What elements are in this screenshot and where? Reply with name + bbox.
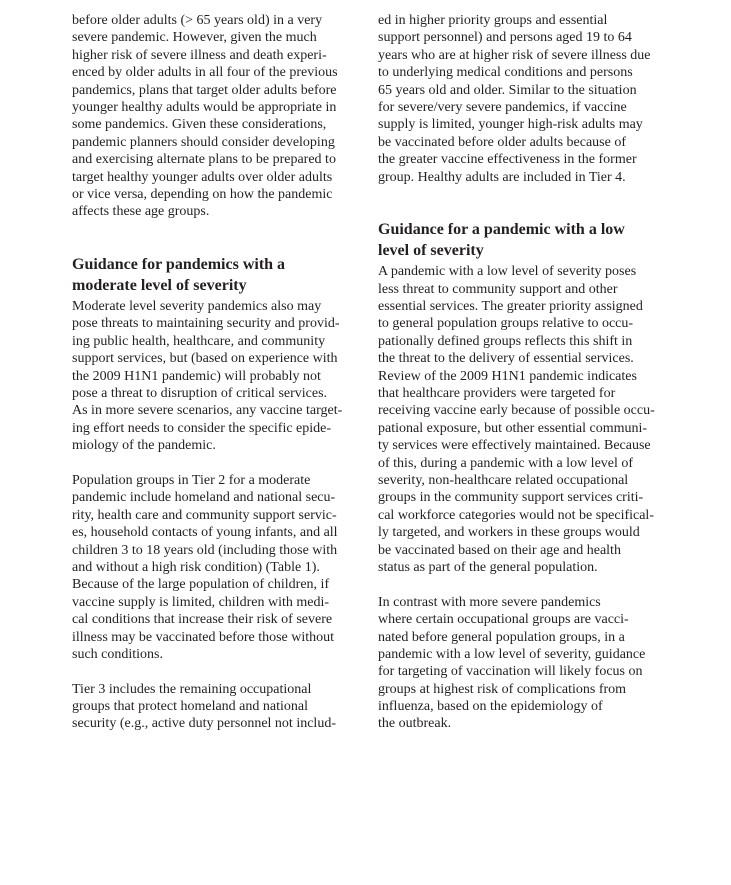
text-line: severity, non-healthcare related occupational — [378, 472, 629, 488]
text-line: severe pandemic. However, given the much — [72, 30, 317, 46]
text-line: A pandemic with a low level of severity poses — [378, 264, 637, 280]
text-line: influenza, based on the epidemiology of — [378, 699, 603, 715]
text-line: pational exposure, but other essential communi- — [378, 420, 648, 436]
text-line: miology of the pandemic. — [72, 438, 216, 454]
right-column — [378, 12, 668, 750]
paragraph-tier-2 — [72, 472, 362, 663]
text-line: before older adults (> 65 years old) in a very — [72, 13, 323, 28]
text-line: the greater vaccine effectiveness in the former — [378, 152, 637, 168]
text-line: essential services. The greater priority assigned — [378, 299, 643, 315]
text-line: supply is limited, younger high-risk adults may — [378, 117, 643, 133]
text-line: nated before general population groups, in a — [378, 629, 625, 645]
paragraph-low-severity — [378, 263, 668, 576]
text-line: the outbreak. — [378, 716, 452, 732]
text-line: ly targeted, and workers in these groups would — [378, 525, 640, 541]
text-line: 65 years old and older. Similar to the situation — [378, 82, 637, 98]
text-line: to general population groups relative to occu- — [378, 316, 634, 332]
text-line: and without a high risk condition) (Table 1). — [72, 559, 320, 575]
text-line: less threat to community support and other — [378, 281, 618, 297]
text-line: es, household contacts of young infants, and all — [72, 525, 338, 541]
text-line: some pandemics. Given these considerations, — [72, 117, 327, 133]
text-line: receiving vaccine early because of possible occu- — [378, 403, 655, 419]
text-line: enced by older adults in all four of the previous — [72, 65, 338, 81]
text-line: pandemics, plans that target older adults before — [72, 82, 337, 98]
text-line: be vaccinated before older adults because of — [378, 134, 626, 150]
text-line: and exercising alternate plans to be prepared to — [72, 152, 336, 168]
text-line: pandemic include homeland and national secu- — [72, 490, 336, 506]
text-line: support services, but (based on experience with — [72, 351, 338, 367]
left-column — [72, 12, 362, 750]
paragraph-contrast — [378, 594, 668, 733]
text-line: of this, during a pandemic with a low level of — [378, 455, 634, 471]
paragraph-tier-3 — [72, 681, 362, 733]
text-line: cal workforce categories would not be specifical- — [378, 507, 654, 523]
paragraph-moderate-threats — [72, 298, 362, 455]
text-line: or vice versa, depending on how the pandemic — [72, 186, 333, 202]
text-line: cal conditions that increase their risk of severe — [72, 612, 333, 628]
text-line: In contrast with more severe pandemics — [378, 594, 601, 610]
text-line: children 3 to 18 years old (including those with — [72, 542, 338, 558]
text-line: to underlying medical conditions and persons — [378, 65, 633, 81]
text-line: Because of the large population of children, if — [72, 577, 330, 593]
text-line: target healthy younger adults over older adults — [72, 169, 333, 185]
text-line: illness may be vaccinated before those without — [72, 629, 335, 645]
section-heading-moderate-severity — [72, 255, 362, 296]
text-line: ing effort needs to consider the specific epide- — [72, 420, 332, 436]
paragraph-tier-3-continued — [378, 12, 668, 186]
section-heading-low-severity — [378, 220, 668, 261]
text-line: for targeting of vaccination will likely focus on — [378, 664, 643, 680]
text-line: Tier 3 includes the remaining occupational — [72, 681, 312, 697]
text-line: the 2009 H1N1 pandemic) will probably not — [72, 368, 321, 384]
text-line: pationally defined groups reflects this shift in — [378, 333, 633, 349]
text-line: ed in higher priority groups and essential — [378, 13, 608, 28]
text-line: group. Healthy adults are included in Tier 4. — [378, 169, 626, 185]
text-line: pandemic with a low level of severity, guidance — [378, 646, 646, 662]
text-line: such conditions. — [72, 646, 163, 662]
heading-line: Guidance for pandemics with a — [72, 256, 286, 274]
heading-line: moderate level of severity — [72, 276, 247, 294]
text-line: groups at highest risk of complications from — [378, 681, 627, 697]
text-line: As in more severe scenarios, any vaccine target- — [72, 403, 343, 419]
text-line: vaccine supply is limited, children with medi- — [72, 594, 329, 610]
text-line: younger healthy adults would be appropriate in — [72, 99, 337, 115]
text-line: pandemic planners should consider developing — [72, 134, 335, 150]
text-line: pose threats to maintaining security and provid- — [72, 316, 340, 332]
heading-line: Guidance for a pandemic with a low — [378, 221, 625, 239]
text-line: years who are at higher risk of severe illness due — [378, 47, 651, 63]
text-line: support personnel) and persons aged 19 to 64 — [378, 30, 632, 46]
text-line: ing public health, healthcare, and community — [72, 333, 326, 349]
text-line: higher risk of severe illness and death experi- — [72, 47, 327, 63]
text-line: security (e.g., active duty personnel not includ- — [72, 716, 336, 732]
text-line: ty services were effectively maintained. Because — [378, 438, 651, 454]
text-line: groups that protect homeland and national — [72, 699, 308, 715]
text-line: Review of the 2009 H1N1 pandemic indicates — [378, 368, 637, 384]
text-line: Population groups in Tier 2 for a moderate — [72, 472, 311, 488]
text-line: where certain occupational groups are vacci- — [378, 612, 629, 628]
paragraph-older-adults — [72, 12, 362, 221]
text-line: for severe/very severe pandemics, if vaccine — [378, 99, 627, 115]
heading-line: level of severity — [378, 241, 484, 259]
text-line: affects these age groups. — [72, 204, 210, 220]
text-line: be vaccinated based on their age and health — [378, 542, 621, 558]
text-line: status as part of the general population. — [378, 559, 598, 575]
text-line: rity, health care and community support servic- — [72, 507, 337, 523]
text-line: Moderate level severity pandemics also may — [72, 299, 322, 315]
text-line: pose a threat to disruption of critical services. — [72, 386, 328, 402]
text-line: the threat to the delivery of essential services. — [378, 351, 634, 367]
text-line: groups in the community support services criti- — [378, 490, 644, 506]
text-line: that healthcare providers were targeted for — [378, 386, 616, 402]
